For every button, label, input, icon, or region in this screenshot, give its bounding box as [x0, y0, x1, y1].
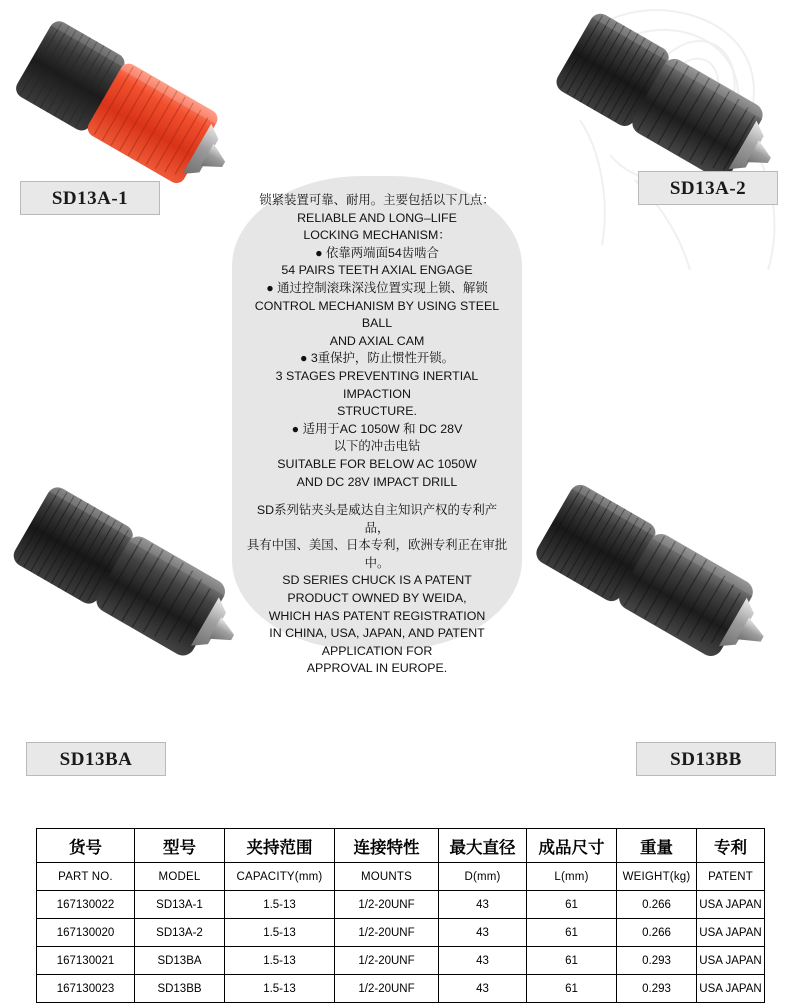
cell-weight: 0.266	[617, 891, 697, 919]
cell-part-no: 167130022	[37, 891, 135, 919]
cell-model: SD13BA	[135, 947, 225, 975]
blurb-line: SD SERIES CHUCK IS A PATENT	[282, 573, 472, 588]
cell-diameter: 43	[439, 947, 527, 975]
blurb-line: PRODUCT OWNED BY WEIDA,	[287, 591, 467, 606]
blurb-line: ● 适用于AC 1050W 和 DC 28V	[291, 421, 463, 436]
blurb-line: RELIABLE AND LONG–LIFE	[297, 210, 457, 225]
blurb-line: LOCKING MECHANISM：	[303, 228, 451, 243]
cell-length: 61	[527, 947, 617, 975]
blurb-line: APPROVAL IN EUROPE.	[306, 661, 448, 676]
table-row	[37, 975, 765, 1003]
column-header-weight-cn: 重量	[617, 829, 697, 863]
blurb-line: APPLICATION FOR	[321, 643, 433, 658]
blurb-spacer	[246, 491, 508, 502]
feature-description-panel	[232, 176, 522, 676]
cell-patent: USA JAPAN	[697, 919, 765, 947]
column-header-part-no-cn: 货号	[37, 829, 135, 863]
cell-part-no: 167130021	[37, 947, 135, 975]
spec-table-container	[36, 828, 764, 1003]
blurb-line: 54 PAIRS TEETH AXIAL ENGAGE	[281, 263, 473, 278]
cell-weight: 0.293	[617, 947, 697, 975]
cell-capacity: 1.5-13	[225, 947, 335, 975]
cell-length: 61	[527, 975, 617, 1003]
cell-diameter: 43	[439, 919, 527, 947]
table-header-row-en	[37, 863, 765, 891]
blurb-line: ● 依靠两端面54齿啮合	[315, 245, 439, 260]
cell-diameter: 43	[439, 891, 527, 919]
cell-mounts: 1/2-20UNF	[335, 975, 439, 1003]
cell-part-no: 167130023	[37, 975, 135, 1003]
product-label-sd13a1: SD13A-1	[20, 181, 160, 215]
cell-capacity: 1.5-13	[225, 975, 335, 1003]
cell-part-no: 167130020	[37, 919, 135, 947]
cell-diameter: 43	[439, 975, 527, 1003]
column-header-diameter-en: D(mm)	[439, 863, 527, 891]
blurb-line: SUITABLE FOR BELOW AC 1050W	[277, 456, 477, 471]
cell-model: SD13BB	[135, 975, 225, 1003]
cell-mounts: 1/2-20UNF	[335, 891, 439, 919]
column-header-patent-en: PATENT	[697, 863, 765, 891]
blurb-line: CONTROL MECHANISM BY USING STEEL BALL	[254, 298, 500, 331]
blurb-line: AND AXIAL CAM	[329, 333, 425, 348]
cell-mounts: 1/2-20UNF	[335, 919, 439, 947]
column-header-diameter-cn: 最大直径	[439, 829, 527, 863]
column-header-capacity-en: CAPACITY(mm)	[225, 863, 335, 891]
product-label-sd13bb: SD13BB	[636, 742, 776, 776]
product-image-sd13bb	[528, 480, 768, 770]
product-image-sd13a1	[8, 18, 248, 209]
table-header-row-cn	[37, 829, 765, 863]
column-header-model-en: MODEL	[135, 863, 225, 891]
cell-length: 61	[527, 919, 617, 947]
cell-length: 61	[527, 891, 617, 919]
cell-weight: 0.293	[617, 975, 697, 1003]
blurb-line: IN CHINA, USA, JAPAN, AND PATENT	[269, 626, 485, 641]
cell-patent: USA JAPAN	[697, 947, 765, 975]
column-header-model-cn: 型号	[135, 829, 225, 863]
cell-patent: USA JAPAN	[697, 891, 765, 919]
column-header-weight-en: WEIGHT(kg)	[617, 863, 697, 891]
product-label-sd13ba: SD13BA	[26, 742, 166, 776]
column-header-length-cn: 成品尺寸	[527, 829, 617, 863]
column-header-mounts-en: MOUNTS	[335, 863, 439, 891]
column-header-mounts-cn: 连接特性	[335, 829, 439, 863]
cell-capacity: 1.5-13	[225, 891, 335, 919]
table-row	[37, 947, 765, 975]
cell-model: SD13A-2	[135, 919, 225, 947]
blurb-line: STRUCTURE.	[337, 404, 417, 419]
product-image-sd13ba	[8, 480, 248, 770]
cell-capacity: 1.5-13	[225, 919, 335, 947]
cell-mounts: 1/2-20UNF	[335, 947, 439, 975]
column-header-part-no-en: PART NO.	[37, 863, 135, 891]
blurb-line: AND DC 28V IMPACT DRILL	[296, 474, 458, 489]
spec-table	[36, 828, 765, 1003]
blurb-line: 以下的冲击电钻	[333, 439, 421, 454]
table-row	[37, 919, 765, 947]
cell-weight: 0.266	[617, 919, 697, 947]
column-header-patent-cn: 专利	[697, 829, 765, 863]
blurb-line: 锁紧装置可靠、耐用。主要包括以下几点：	[259, 193, 495, 207]
column-header-capacity-cn: 夹持范围	[225, 829, 335, 863]
blurb-line: 3 STAGES PREVENTING INERTIAL IMPACTION	[275, 368, 479, 401]
cell-patent: USA JAPAN	[697, 975, 765, 1003]
blurb-line: WHICH HAS PATENT REGISTRATION	[268, 608, 486, 623]
blurb-line: ● 3重保护，防止惯性开锁。	[299, 351, 455, 366]
product-image-sd13a2	[552, 8, 792, 199]
blurb-line: SD系列钻夹头是威达自主知识产权的专利产品，	[256, 503, 498, 535]
product-label-sd13a2: SD13A-2	[638, 171, 778, 205]
cell-model: SD13A-1	[135, 891, 225, 919]
column-header-length-en: L(mm)	[527, 863, 617, 891]
blurb-line: 具有中国、美国、日本专利，欧洲专利正在审批中。	[246, 538, 508, 570]
table-row	[37, 891, 765, 919]
blurb-line: ● 通过控制滚珠深浅位置实现上锁、解锁	[266, 280, 488, 295]
